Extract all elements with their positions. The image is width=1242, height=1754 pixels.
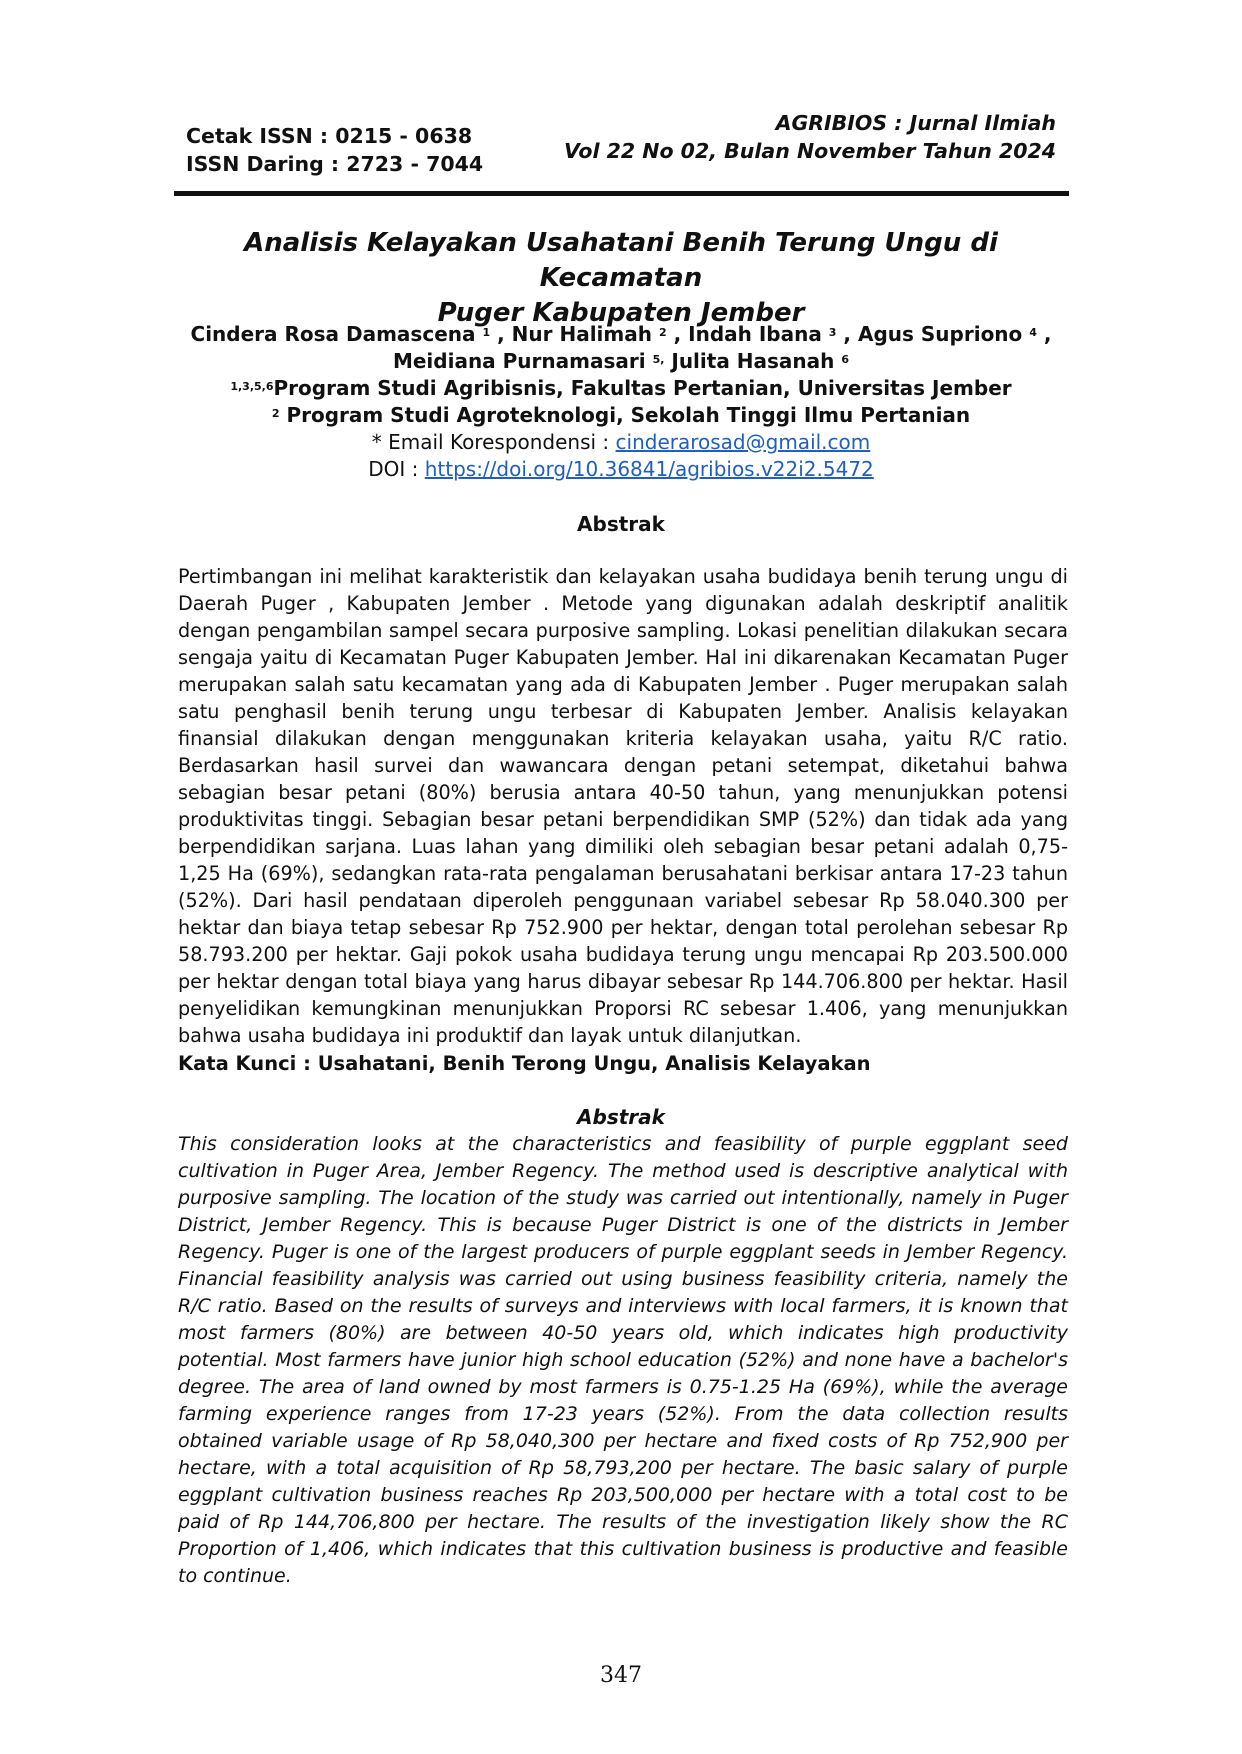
title-line-2: Puger Kabupaten Jember — [437, 298, 805, 328]
author-affiliation-marker: 3 — [828, 326, 837, 339]
author-separator: , — [1036, 322, 1052, 346]
volume-info: Vol 22 No 02, Bulan November Tahun 2024 — [564, 139, 1056, 163]
author-separator: , — [490, 322, 512, 346]
author-affiliation-marker: 2 — [658, 326, 667, 339]
author-separator: , — [836, 322, 858, 346]
paper-title — [160, 226, 1082, 331]
author-affiliation-marker: 1 — [482, 326, 491, 339]
abstract-text-en: This consideration looks at the characteristics and feasibility of purple eggplant seed cultivation in Puger Area, Jember Regency. The method used is descriptive analytical with purposive sampling. The location of the study was carried out intentionally, namely in Puger District, Jember Regency. This is because Puger District is one of the districts in Jember Regency. Puger is one of the largest producers of purple eggplant seeds in Jember Regency. Financial feasibility analysis was carried out using business feasibility criteria, namely the R/C ratio. Based on the results of surveys and interviews with local farmers, it is known that most farmers (80%) are between 40-50 years old, which indicates high productivity potential. Most farmers have junior high school education (52%) and none have a bachelor's degree. The area of land owned by most farmers is 0.75-1.25 Ha (69%), while the average farming experience ranges from 17-23 years (52%). From the data collection results obtained variable usage of Rp 58,040,300 per hectare and fixed costs of Rp 752,900 per hectare, with a total acquisition of Rp 58,793,200 per hectare. The basic salary of purple eggplant cultivation business reaches Rp 203,500,000 per hectare with a total cost to be paid of Rp 144,706,800 per hectare. The results of the investigation likely show the RC Proportion of 1,406, which indicates that this cultivation business is productive and feasible to continue. — [178, 1133, 1068, 1587]
abstract-heading-en: Abstrak — [577, 1105, 665, 1129]
journal-info — [564, 109, 1056, 165]
affiliation-marker: 1,3,5,6 — [230, 380, 274, 393]
doi — [160, 456, 1082, 483]
affiliation-text: Program Studi Agribisnis, Fakultas Pertanian, Universitas Jember — [273, 376, 1012, 400]
page-number: 347 — [600, 1663, 642, 1688]
abstract-heading-id: Abstrak — [577, 512, 665, 536]
author-affiliation-marker: 4 — [1029, 326, 1037, 339]
author-name: Cindera Rosa Damascena — [190, 322, 476, 346]
keywords: Kata Kunci : Usahatani, Benih Terong Ungu, Analisis Kelayakan — [178, 1052, 871, 1075]
author-name: Agus Supriono — [857, 322, 1023, 346]
title-line-1: Analisis Kelayakan Usahatani Benih Terung Ungu di Kecamatan — [244, 228, 998, 293]
author-affiliation-marker: 5, — [652, 353, 665, 366]
correspondence-email — [160, 429, 1082, 456]
email-link[interactable]: cinderarosad@gmail.com — [615, 430, 871, 454]
affiliation-1 — [160, 375, 1082, 402]
email-label: * Email Korespondensi : — [371, 430, 616, 454]
author-name: Indah Ibana — [688, 322, 822, 346]
abstract-text-id: Pertimbangan ini melihat karakteristik dan kelayakan usaha budidaya benih terung ungu di Daerah Puger , Kabupaten Jember . Metode yang digunakan adalah deskriptif analitik dengan pengambilan sampel secara purposive sampling. Lokasi penelitian dilakukan secara sengaja yaitu di Kecamatan Puger Kabupaten Jember. Hal ini dikarenakan Kecamatan Puger merupakan salah satu kecamatan yang ada di Kabupaten Jember . Puger merupakan salah satu penghasil benih terung ungu terbesar di Kabupaten Jember. Analisis kelayakan finansial dilakukan dengan menggunakan kriteria kelayakan usaha, yaitu R/C ratio. Berdasarkan hasil survei dan wawancara dengan petani setempat, diketahui bahwa sebagian besar petani (80%) berusia antara 40-50 tahun, yang menunjukkan potensi produktivitas tinggi. Sebagian besar petani berpendidikan SMP (52%) dan tidak ada yang berpendidikan sarjana. Luas lahan yang dimiliki oleh sebagian besar petani adalah 0,75-1,25 Ha (69%), sedangkan rata-rata pengalaman berusahatani berkisar antara 17-23 tahun (52%). Dari hasil pendataan diperoleh penggunaan variabel sebesar Rp 58.040.300 per hektar dan biaya tetap sebesar Rp 752.900 per hektar, dengan total perolehan sebesar Rp 58.793.200 per hektar. Gaji pokok usaha budidaya terung ungu mencapai Rp 203.500.000 per hektar dengan total biaya yang harus dibayar sebesar Rp 144.706.800 per hektar. Hasil penyelidikan kemungkinan menunjukkan Proporsi RC sebesar 1.406, yang menunjukkan bahwa usaha budidaya ini produktif dan layak untuk dilanjutkan. — [178, 565, 1068, 1047]
author-name: Meidiana Purnamasari — [392, 349, 646, 373]
affiliation-text: Program Studi Agroteknologi, Sekolah Tinggi Ilmu Pertanian — [286, 403, 971, 427]
author-name: Julita Hasanah — [671, 349, 835, 373]
issn-print: Cetak ISSN : 0215 - 0638 — [186, 124, 473, 148]
doi-link[interactable]: https://doi.org/10.36841/agribios.v22i2.5472 — [424, 457, 874, 481]
affiliation-marker: 2 — [271, 407, 280, 420]
author-affiliation-marker: 6 — [841, 353, 850, 366]
author-list — [160, 321, 1082, 375]
author-name: Nur Halimah — [511, 322, 652, 346]
doi-label: DOI : — [368, 457, 425, 481]
author-separator: , — [666, 322, 689, 346]
issn-block — [186, 122, 483, 178]
affiliation-2 — [160, 402, 1082, 429]
header-divider — [174, 191, 1069, 196]
issn-online: ISSN Daring : 2723 - 7044 — [186, 152, 484, 176]
journal-name: AGRIBIOS : Jurnal Ilmiah — [775, 111, 1056, 135]
